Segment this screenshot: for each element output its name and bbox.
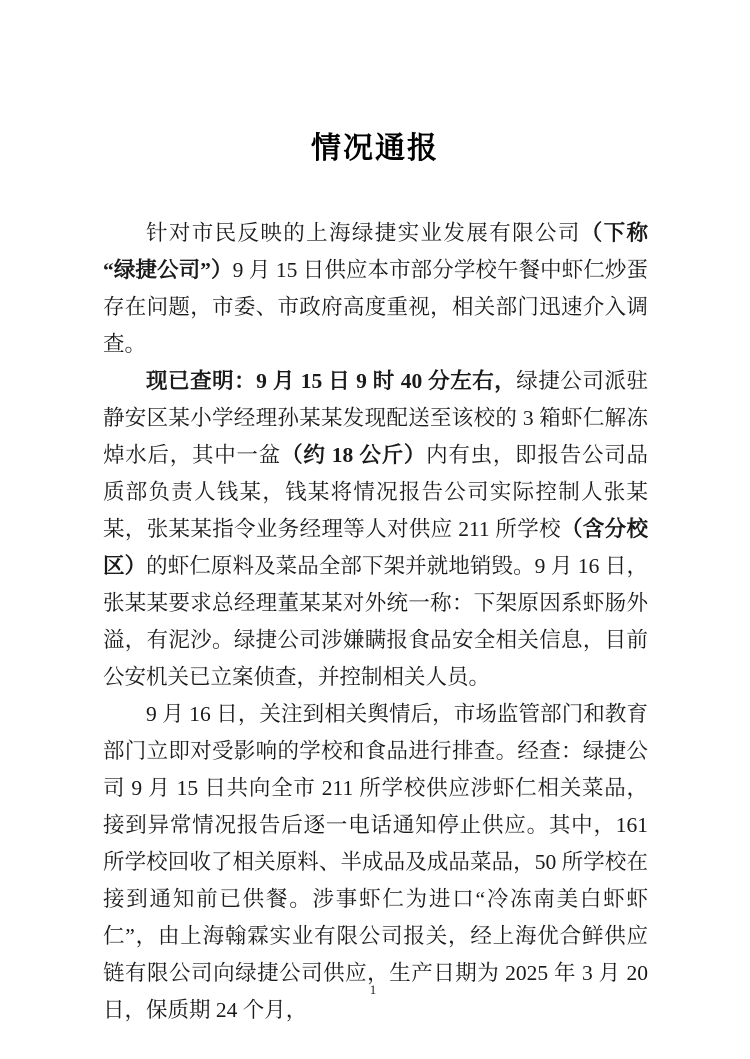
bold-text-run: （含分校区） bbox=[103, 517, 648, 578]
paragraph-3 bbox=[103, 696, 648, 1029]
bold-text-run: 现已查明：9 月 15 日 9 时 40 分左右， bbox=[146, 369, 517, 393]
bold-text-run: （约 18 公斤） bbox=[281, 443, 427, 467]
bold-text-run: （下称“绿捷公司”） bbox=[103, 221, 648, 282]
text-run: 绿捷公司派驻静安区某小学经理孙某某发现配送至该校的 3 箱虾仁解冻焯水后，其中一盆 bbox=[103, 369, 648, 467]
text-run: 9 月 15 日供应本市部分学校午餐中虾仁炒蛋存在问题，市委、市政府高度重视，相关部门迅速介入调查。 bbox=[103, 258, 648, 356]
document-body bbox=[103, 215, 648, 1029]
text-run: 内有虫，即报告公司品质部负责人钱某，钱某将情况报告公司实际控制人张某某，张某某指令业务经理等人对供应 211 所学校 bbox=[103, 443, 648, 541]
text-run: 9 月 16 日，关注到相关舆情后，市场监管部门和教育部门立即对受影响的学校和食品进行排查。经查：绿捷公司 9 月 15 日共向全市 211 所学校供应涉虾仁相关菜品，接到异常情况报告后逐一电话通知停止供应。其中，161 所学校回收了相关原料、半成品及成品菜品，50 所学校在接到通知前已供餐。涉事虾仁为进口“冷冻南美白虾虾仁”，由上海翰霖实业有限公司报关，经上海优合鲜供应链有限公司向绿捷公司供应，生产日期为 2025 年 3 月 20 日，保质期 24 个月， bbox=[103, 702, 648, 1022]
text-run: 针对市民反映的上海绿捷实业发展有限公司 bbox=[146, 221, 581, 245]
text-run: 的虾仁原料及菜品全部下架并就地销毁。9 月 16 日，张某某要求总经理董某某对外统一称：下架原因系虾肠外溢，有泥沙。绿捷公司涉嫌瞒报食品安全相关信息，目前公安机关已立案侦查，并控制相关人员。 bbox=[103, 554, 648, 689]
paragraph-2 bbox=[103, 363, 648, 696]
paragraph-1 bbox=[103, 215, 648, 363]
page-number: 1 bbox=[369, 982, 377, 997]
document-title: 情况通报 bbox=[311, 132, 439, 165]
